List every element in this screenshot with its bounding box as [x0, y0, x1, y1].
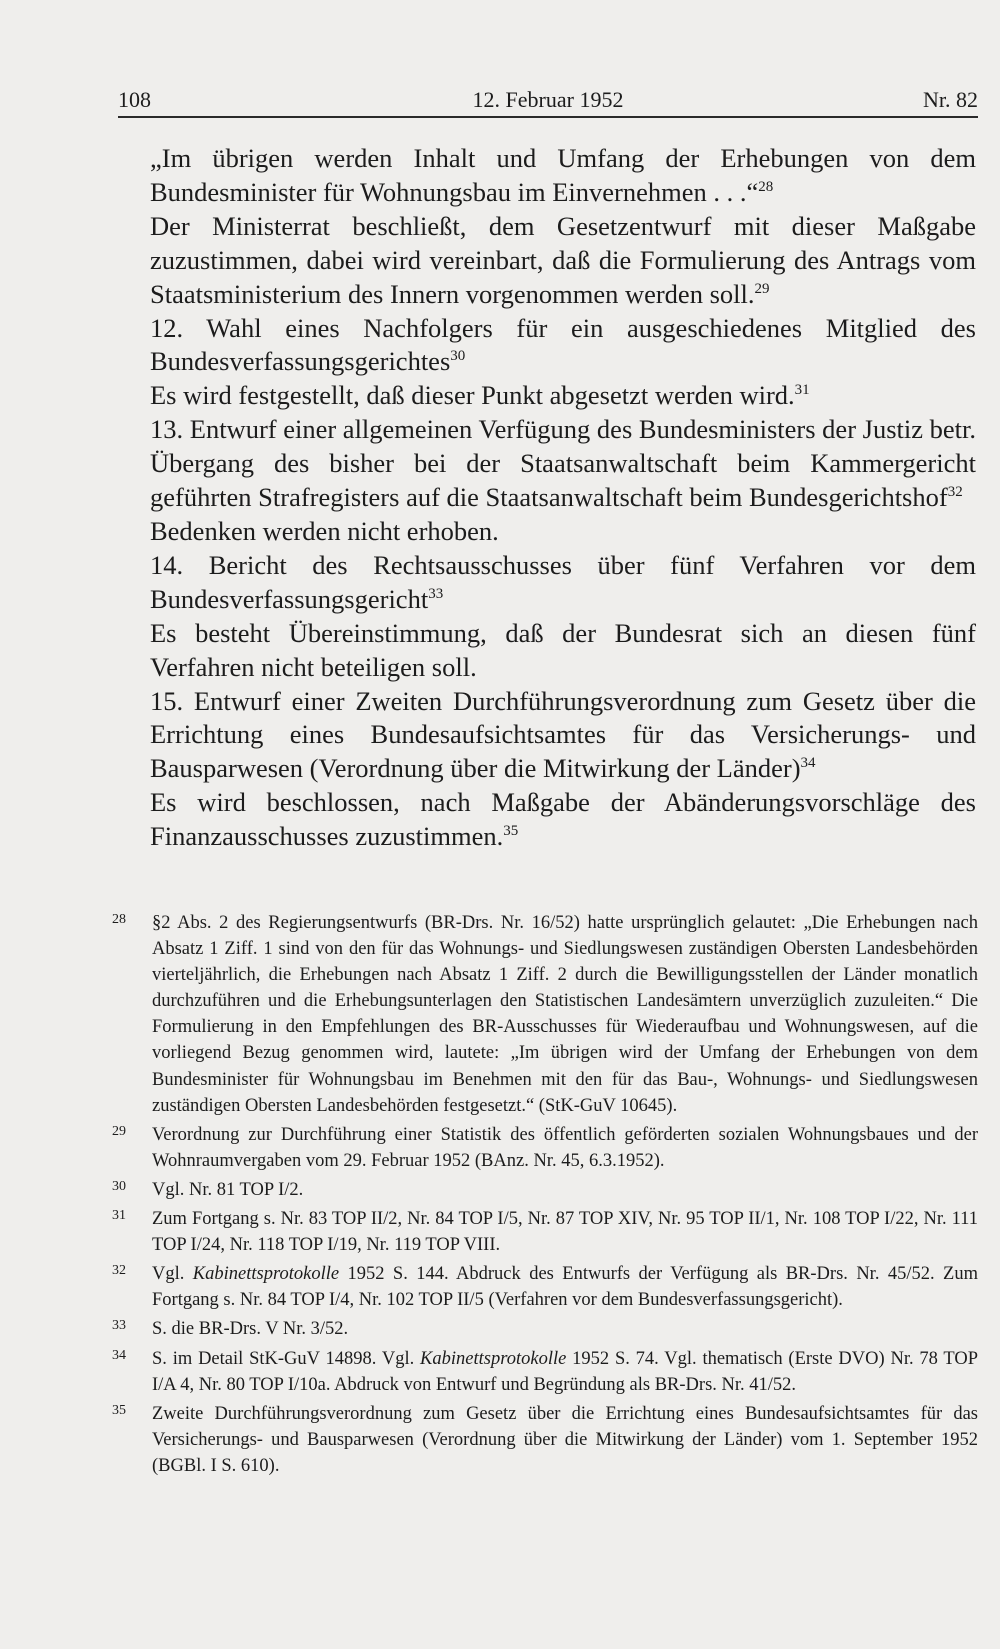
footnote-ref[interactable]: 30: [450, 348, 466, 365]
footnote-text-part: 1952 S. 144. Abdruck des Entwurfs der Verfügung als BR-Drs. Nr. 45/52. Zum Fortgang s. Nr. 84 TOP I/4, Nr. 102 TOP II/5 (Verfahren vor dem Bundesverfassungsgericht).: [152, 1264, 978, 1311]
footnotes-section: [112, 910, 978, 1482]
paragraph-decision: [150, 786, 976, 854]
footnote-32: [112, 1261, 978, 1313]
paragraph-quote: [150, 142, 976, 210]
footnote-text: Zweite Durchführungsverordnung zum Gesetz über die Errichtung eines Bundesaufsichtsamtes für das Versicherungs- und Bausparwesen (Verordnung über die Mitwirkung der Länder) vom 1. September 1952 (BGBl. I S. 610).: [152, 1403, 978, 1476]
agenda-item-13: [150, 413, 976, 515]
agenda-item-text: 13. Entwurf einer allgemeinen Verfügung des Bundesministers der Justiz betr. Übergang des bisher bei der Staatsanwaltschaft beim Kammergericht geführten Strafregisters auf die Staatsanwaltschaft beim Bundesgerichtshof: [150, 414, 976, 513]
footnote-ref[interactable]: 28: [758, 179, 774, 196]
footnote-number: 29: [112, 1123, 126, 1139]
footnote-italic-title: Kabinettsprotokolle: [420, 1348, 567, 1369]
footnote-ref[interactable]: 33: [428, 585, 444, 602]
footnote-number: 32: [112, 1263, 126, 1279]
footnote-ref[interactable]: 35: [503, 823, 519, 840]
paragraph-decision: [150, 379, 976, 413]
footnote-34: [112, 1346, 978, 1398]
header-issue-number: Nr. 82: [923, 87, 978, 112]
agenda-item-12: [150, 312, 976, 380]
footnote-number: 34: [112, 1347, 126, 1363]
agenda-item-text: 14. Bericht des Rechtsausschusses über fünf Verfahren vor dem Bundesverfassungsgericht: [150, 549, 976, 614]
page-number: 108: [118, 87, 151, 112]
paragraph-text: Der Ministerrat beschließt, dem Gesetzentwurf mit dieser Maßgabe zuzustimmen, dabei wird vereinbart, daß die Formulierung des Antrags vom Staatsministerium des Innern vorgenommen werden soll.: [150, 210, 976, 309]
footnote-number: 35: [112, 1402, 126, 1418]
footnote-29: [112, 1122, 978, 1174]
paragraph-text: „Im übrigen werden Inhalt und Umfang der Erhebungen von dem Bundesminister für Wohnungsbau im Einvernehmen . . .“: [150, 143, 976, 207]
footnote-text: S. die BR-Drs. V Nr. 3/52.: [152, 1319, 349, 1340]
footnote-ref[interactable]: 34: [800, 755, 816, 772]
footnote-number: 33: [112, 1318, 126, 1334]
footnote-ref[interactable]: 29: [754, 280, 770, 297]
agenda-item-14: [150, 549, 976, 617]
footnote-text: §2 Abs. 2 des Regierungsentwurfs (BR-Drs. Nr. 16/52) hatte ursprünglich gelautet: „Die Erhebungen nach Absatz 1 Ziff. 1 sind von den für das Wohnungs- und Siedlungswesen zuständigen Obersten Landesbehörden vierteljährlich, die Erhebungen nach Absatz 1 Ziff. 2 durch die Bewilligungsstellen der Länder monatlich durchzuführen und die Erhebungsunterlagen den Statistischen Landesämtern unverzüglich zuzuleiten.“ Die Formulierung in den Empfehlungen des BR-Ausschusses für Wiederaufbau und Wohnungswesen, auf die vorliegend Bezug genommen wird, lautete: „Im übrigen wird der Umfang der Erhebungen von dem Bundesminister für Wohnungsbau im Benehmen mit den für das Bau-, Wohnungs- und Siedlungswesen zuständigen Obersten Landesbehörden festgesetzt.“ (StK-GuV 10645).: [152, 913, 978, 1116]
footnote-italic-title: Kabinettsprotokolle: [192, 1264, 340, 1285]
footnote-ref[interactable]: 32: [947, 484, 963, 501]
paragraph-text: Bedenken werden nicht erhoben.: [150, 515, 499, 546]
footnote-number: 28: [112, 912, 126, 927]
paragraph-text: Es wird festgestellt, daß dieser Punkt abgesetzt werden wird.: [150, 380, 795, 411]
footnote-30: [112, 1177, 978, 1203]
footnote-35: [112, 1401, 978, 1479]
footnote-text: [152, 1261, 978, 1313]
footnote-text: Verordnung zur Durchführung einer Statistik des öffentlich geförderten sozialen Wohnungsbaues und der Wohnraumvergaben vom 29. Februar 1952 (BAnz. Nr. 45, 6.3.1952).: [152, 1124, 978, 1171]
footnote-number: 31: [112, 1208, 126, 1224]
paragraph-decision: [150, 210, 976, 312]
footnote-text: [152, 1346, 978, 1398]
footnote-text-part: S. im Detail StK-GuV 14898. Vgl.: [152, 1348, 421, 1369]
footnote-31: [112, 1206, 978, 1258]
footnote-33: [112, 1316, 978, 1342]
header-date: 12. Februar 1952: [472, 87, 624, 112]
footnote-text: Vgl. Nr. 81 TOP I/2.: [152, 1179, 304, 1200]
body-text: [150, 142, 976, 854]
footnote-number: 30: [112, 1178, 126, 1194]
paragraph-text: Es besteht Übereinstimmung, daß der Bundesrat sich an diesen fünf Verfahren nicht beteiligen soll.: [150, 617, 976, 682]
agenda-item-15: [150, 685, 976, 787]
footnote-28: [112, 910, 978, 1119]
paragraph-text: Es wird beschlossen, nach Maßgabe der Abänderungsvorschläge des Finanzausschusses zuzustimmen.: [150, 787, 976, 852]
agenda-item-text: 15. Entwurf einer Zweiten Durchführungsverordnung zum Gesetz über die Errichtung eines Bundesaufsichtsamtes für das Versicherungs- und Bausparwesen (Verordnung über die Mitwirkung der Länder): [150, 685, 976, 784]
paragraph-decision: [150, 617, 976, 685]
paragraph-decision: [150, 515, 976, 549]
footnote-text-part: 1952 S. 74. Vgl. thematisch (Erste DVO) Nr. 78 TOP I/A 4, Nr. 80 TOP I/10a. Abdruck von Entwurf und Begründung als BR-Drs. Nr. 41/52.: [152, 1348, 978, 1395]
running-header: [118, 76, 978, 118]
footnote-text: Zum Fortgang s. Nr. 83 TOP II/2, Nr. 84 TOP I/5, Nr. 87 TOP XIV, Nr. 95 TOP II/1, Nr. 108 TOP I/22, Nr. 111 TOP I/24, Nr. 118 TOP I/19, Nr. 119 TOP VIII.: [152, 1209, 978, 1256]
agenda-item-text: 12. Wahl eines Nachfolgers für ein ausgeschiedenes Mitglied des Bundesverfassungsgerichtes: [150, 312, 976, 377]
footnote-text-part: Vgl.: [152, 1264, 193, 1285]
footnote-ref[interactable]: 31: [794, 382, 810, 399]
